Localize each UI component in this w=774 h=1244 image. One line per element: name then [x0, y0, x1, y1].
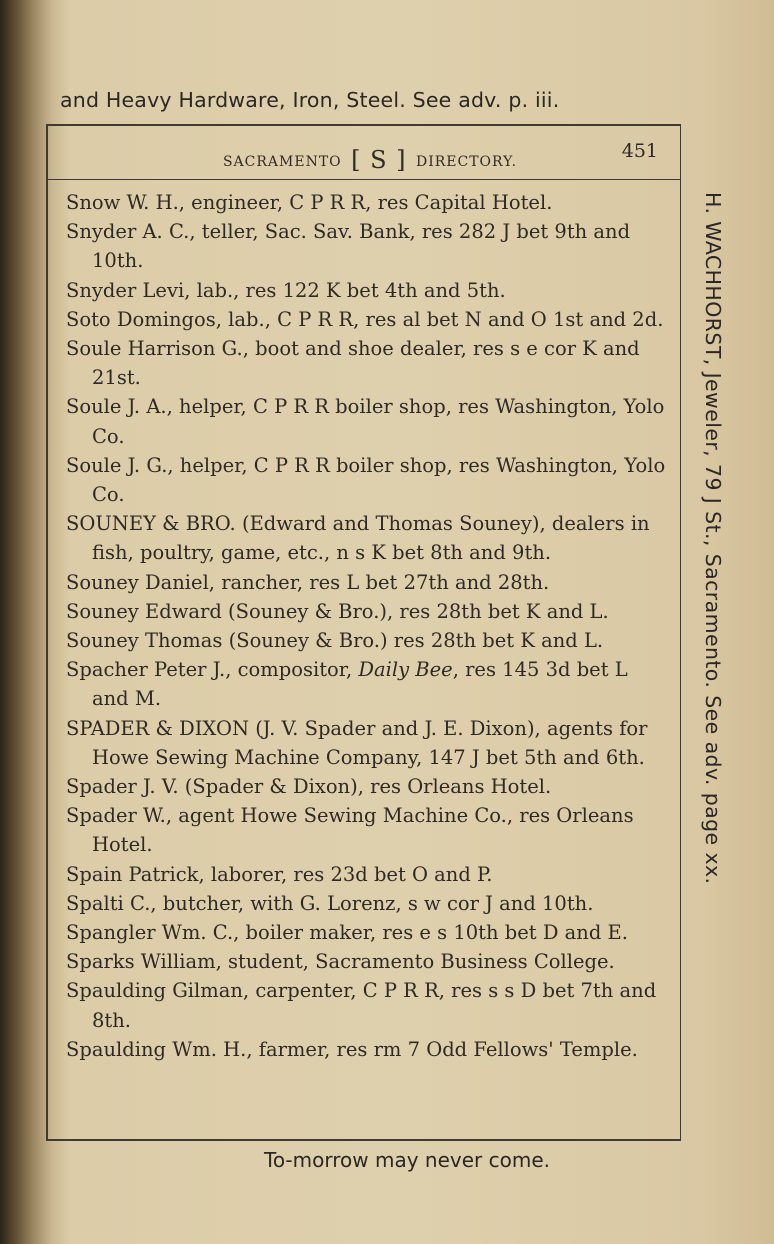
directory-entry: Snyder Levi, lab., res 122 K bet 4th and 5th. [66, 278, 506, 302]
directory-entry-spacher [66, 655, 666, 713]
side-advertisement-text: H. WACHHORST, Jeweler, 79 J St., Sacramento. See adv. page xx. [701, 192, 725, 885]
page-frame [46, 124, 681, 1141]
directory-entry: SPADER & DIXON (J. V. Spader and J. E. Dixon), agents for Howe Sewing Machine Company, 147 J bet 5th and 6th. [66, 716, 648, 769]
running-title [48, 144, 680, 172]
directory-entry: Souney Edward (Souney & Bro.), res 28th bet K and L. [66, 599, 609, 623]
directory-entry: Soule Harrison G., boot and shoe dealer, res s e cor K and 21st. [66, 337, 640, 390]
directory-entry: Souney Daniel, rancher, res L bet 27th and 28th. [66, 570, 550, 594]
header-city: SACRAMENTO [222, 154, 342, 170]
directory-entry: Spain Patrick, laborer, res 23d bet O and P. [66, 862, 493, 886]
directory-entry: Souney Thomas (Souney & Bro.) res 28th bet K and L. [66, 629, 604, 653]
directory-entry: Spaulding Gilman, carpenter, C P R R, res s s D bet 7th and 8th. [66, 979, 657, 1032]
directory-entry: Spangler Wm. C., boiler maker, res e s 10th bet D and E. [66, 921, 628, 945]
header-rule [48, 179, 680, 180]
directory-entry: Sparks William, student, Sacramento Business College. [66, 950, 615, 974]
spacher-text-end: , res 145 3d bet L and M. [92, 658, 628, 711]
directory-entry: Spader J. V. (Spader & Dixon), res Orleans Hotel. [66, 775, 552, 799]
directory-entry: Soule J. G., helper, C P R R boiler shop, res Washington, Yolo Co. [66, 453, 666, 507]
directory-entries [66, 188, 666, 1064]
directory-entry: SOUNEY & BRO. (Edward and Thomas Souney), dealers in fish, poultry, game, etc., n s K bet 8th and 9th. [66, 512, 650, 565]
directory-entry: Spader W., agent Howe Sewing Machine Co., res Orleans Hotel. [66, 804, 634, 857]
running-header [48, 136, 680, 176]
directory-entry: Soto Domingos, lab., C P R R, res al bet N and O 1st and 2d. [66, 307, 664, 331]
directory-entry: Spaulding Wm. H., farmer, res rm 7 Odd Fellows' Temple. [66, 1037, 638, 1061]
header-letter: [ S ] [351, 146, 407, 174]
directory-entry: Soule J. A., helper, C P R R boiler shop, res Washington, Yolo Co. [66, 395, 665, 448]
page-number: 451 [621, 140, 658, 162]
spacher-newspaper: Daily Bee [358, 658, 453, 682]
top-advertisement: and Heavy Hardware, Iron, Steel. See adv. p. iii. [60, 88, 560, 112]
side-advertisement [687, 192, 727, 1112]
header-directory: DIRECTORY. [415, 154, 518, 170]
directory-entry: Snow W. H., engineer, C P R R, res Capital Hotel. [66, 191, 553, 214]
directory-entry: Spalti C., butcher, with G. Lorenz, s w cor J and 10th. [66, 891, 594, 915]
directory-entry: Snyder A. C., teller, Sac. Sav. Bank, res 282 J bet 9th and 10th. [66, 220, 631, 273]
spacher-text: Spacher Peter J., compositor, [66, 658, 359, 682]
footer-motto: To-morrow may never come. [264, 1148, 550, 1172]
